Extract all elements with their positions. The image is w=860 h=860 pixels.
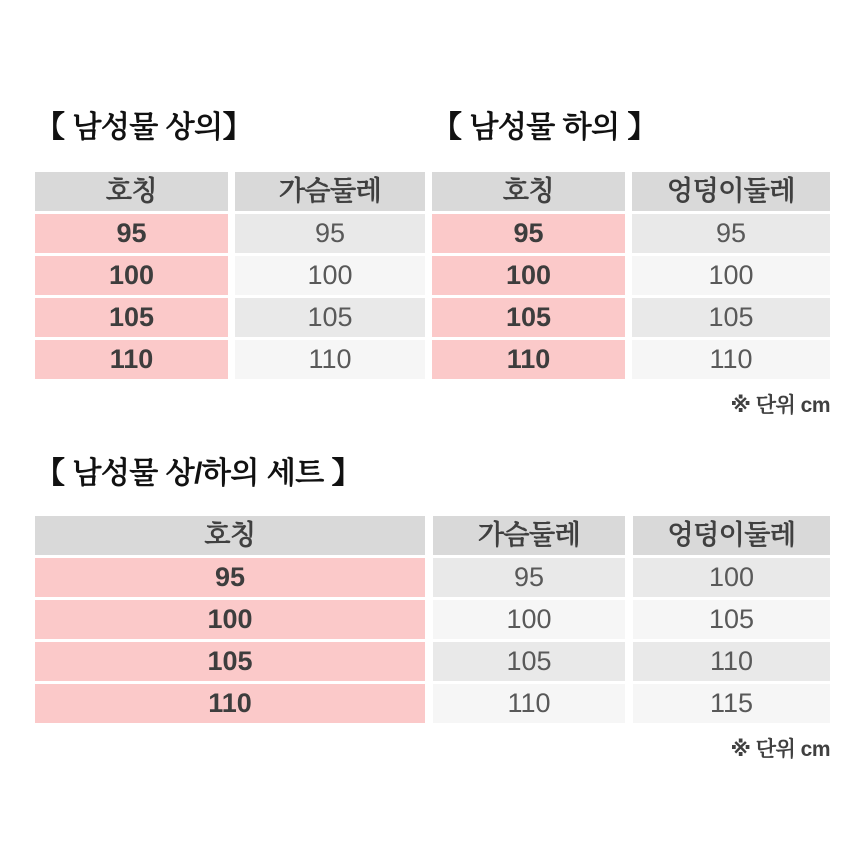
set-size-cell: 110	[35, 684, 425, 723]
section-title-tops: 【 남성물 상의】	[35, 111, 253, 144]
bottoms-size-cell: 100	[432, 256, 625, 295]
tops-size-cell: 95	[35, 214, 228, 253]
tops-value-cell: 95	[235, 214, 425, 253]
set-value-cell: 100	[633, 558, 830, 597]
set-header-chest: 가슴둘레	[433, 516, 625, 555]
tops-table-block	[35, 110, 425, 379]
bottoms-header-size-name: 호칭	[432, 172, 625, 211]
set-header-hip: 엉덩이둘레	[633, 516, 830, 555]
bottoms-value-cell: 95	[632, 214, 830, 253]
bottoms-table-block	[432, 110, 830, 379]
set-value-cell: 110	[433, 684, 625, 723]
set-header-size-name: 호칭	[35, 516, 425, 555]
tops-value-cell: 100	[235, 256, 425, 295]
unit-note-top: ※ 단위 cm	[730, 394, 830, 417]
bottoms-value-cell: 110	[632, 340, 830, 379]
set-value-cell: 115	[633, 684, 830, 723]
set-value-cell: 110	[633, 642, 830, 681]
set-value-cell: 95	[433, 558, 625, 597]
set-size-cell: 100	[35, 600, 425, 639]
tops-size-cell: 100	[35, 256, 228, 295]
set-size-cell: 105	[35, 642, 425, 681]
tops-size-cell: 110	[35, 340, 228, 379]
tops-value-cell: 105	[235, 298, 425, 337]
bottoms-value-cell: 100	[632, 256, 830, 295]
set-value-cell: 100	[433, 600, 625, 639]
set-value-cell: 105	[433, 642, 625, 681]
section-title-bottoms: 【 남성물 하의 】	[432, 111, 657, 144]
tops-size-cell: 105	[35, 298, 228, 337]
bottoms-size-cell: 110	[432, 340, 625, 379]
bottoms-value-cell: 105	[632, 298, 830, 337]
tops-value-cell: 110	[235, 340, 425, 379]
tops-header-chest: 가슴둘레	[235, 172, 425, 211]
tops-size-table	[35, 172, 425, 379]
set-size-table	[35, 516, 830, 723]
top-tables-section	[35, 110, 830, 379]
bottoms-size-cell: 105	[432, 298, 625, 337]
section-title-set: 【 남성물 상/하의 세트 】	[35, 457, 362, 490]
bottoms-header-hip: 엉덩이둘레	[632, 172, 830, 211]
bottoms-size-cell: 95	[432, 214, 625, 253]
bottoms-size-table	[432, 172, 830, 379]
set-size-cell: 95	[35, 558, 425, 597]
set-value-cell: 105	[633, 600, 830, 639]
tops-header-size-name: 호칭	[35, 172, 228, 211]
unit-note-bottom: ※ 단위 cm	[730, 738, 830, 761]
